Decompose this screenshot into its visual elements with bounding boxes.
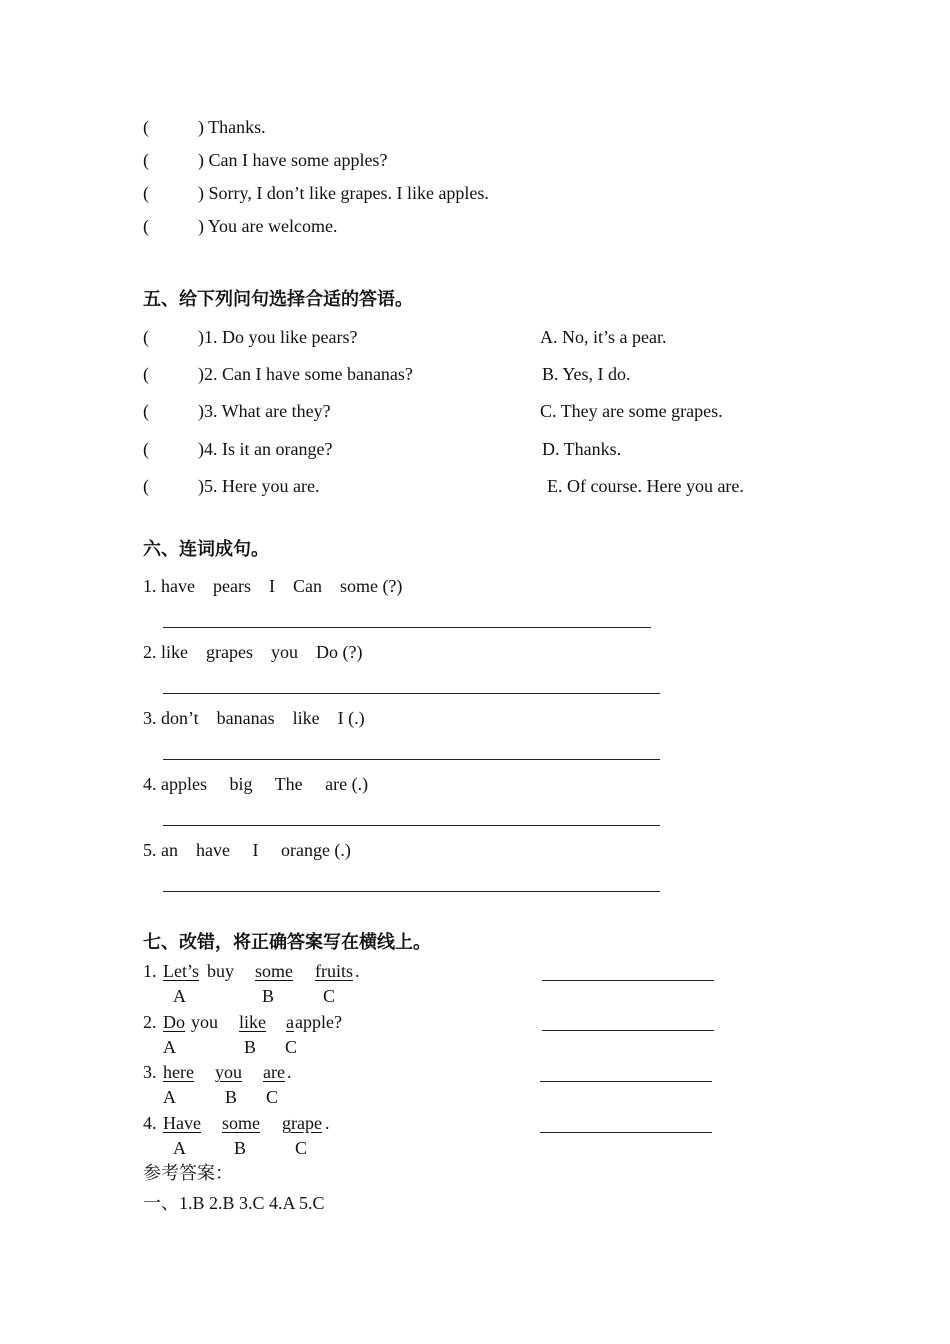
answer-paren: (	[143, 439, 149, 459]
dialogue-line: ) Sorry, I don’t like grapes. I like apples.	[198, 183, 489, 203]
underlined-word-b: you	[215, 1062, 242, 1082]
correction-blank[interactable]	[542, 1030, 714, 1031]
correction-blank[interactable]	[540, 1132, 712, 1133]
dialogue-line: ) You are welcome.	[198, 216, 338, 236]
punctuation: .	[325, 1113, 330, 1133]
answer-option: A. No, it’s a pear.	[540, 327, 667, 347]
underlined-word-c: fruits	[315, 961, 353, 981]
answer-blank[interactable]	[163, 825, 660, 826]
option-label: B	[244, 1037, 257, 1057]
option-label: C	[285, 1037, 298, 1057]
answer-paren: (	[143, 117, 149, 137]
answer-blank[interactable]	[163, 759, 660, 760]
option-label: A	[173, 986, 186, 1006]
item-number: 1.	[143, 961, 157, 981]
answer-option: D. Thanks.	[542, 439, 622, 459]
question: )5. Here you are.	[198, 476, 320, 496]
option-label: C	[295, 1138, 308, 1158]
underlined-word-a: Do	[163, 1012, 185, 1032]
section-5-title: 五、给下列问句选择合适的答语。	[143, 289, 413, 310]
punctuation: .	[355, 961, 360, 981]
option-label: B	[225, 1087, 238, 1107]
option-label: C	[266, 1087, 279, 1107]
option-label: A	[163, 1037, 176, 1057]
answer-blank[interactable]	[163, 693, 660, 694]
answer-option: E. Of course. Here you are.	[547, 476, 744, 496]
answer-blank[interactable]	[163, 891, 660, 892]
correction-blank[interactable]	[542, 980, 714, 981]
underlined-word-b: like	[239, 1012, 266, 1032]
punctuation: apple?	[295, 1012, 342, 1032]
answer-blank[interactable]	[163, 627, 651, 628]
answer-paren: (	[143, 401, 149, 421]
word-list: 1. have pears I Can some (?)	[143, 576, 403, 596]
answer-paren: (	[143, 216, 149, 236]
answer-option: C. They are some grapes.	[540, 401, 723, 421]
underlined-word-a: here	[163, 1062, 194, 1082]
underlined-word-c: are	[263, 1062, 285, 1082]
answer-option: B. Yes, I do.	[542, 364, 631, 384]
answer-paren: (	[143, 476, 149, 496]
item-number: 4.	[143, 1113, 157, 1133]
question: )3. What are they?	[198, 401, 331, 421]
underlined-word-c: a	[286, 1012, 294, 1032]
question: )1. Do you like pears?	[198, 327, 358, 347]
section-7-title: 七、改错，将正确答案写在横线上。	[143, 932, 431, 953]
option-label: B	[262, 986, 275, 1006]
dialogue-line: ) Can I have some apples?	[198, 150, 388, 170]
underlined-word-a: Have	[163, 1113, 201, 1133]
answer-paren: (	[143, 364, 149, 384]
option-label: B	[234, 1138, 247, 1158]
question: )2. Can I have some bananas?	[198, 364, 413, 384]
answer-paren: (	[143, 327, 149, 347]
underlined-word-c: grape	[282, 1113, 322, 1133]
answer-paren: (	[143, 183, 149, 203]
question: )4. Is it an orange?	[198, 439, 333, 459]
punctuation: .	[287, 1062, 292, 1082]
answer-paren: (	[143, 150, 149, 170]
answer-key-label: 参考答案：	[143, 1163, 233, 1184]
option-label: C	[323, 986, 336, 1006]
plain-word: buy	[207, 961, 234, 981]
dialogue-line: ) Thanks.	[198, 117, 266, 137]
underlined-word-b: some	[255, 961, 293, 981]
word-list: 3. don’t bananas like I (.)	[143, 708, 365, 728]
item-number: 3.	[143, 1062, 157, 1082]
item-number: 2.	[143, 1012, 157, 1032]
option-label: A	[173, 1138, 186, 1158]
underlined-word-b: some	[222, 1113, 260, 1133]
underlined-word-a: Let’s	[163, 961, 199, 981]
word-list: 5. an have I orange (.)	[143, 840, 351, 860]
word-list: 4. apples big The are (.)	[143, 774, 369, 794]
word-list: 2. like grapes you Do (?)	[143, 642, 363, 662]
plain-word: you	[191, 1012, 218, 1032]
answer-key-line: 一、1.B 2.B 3.C 4.A 5.C	[143, 1193, 325, 1213]
option-label: A	[163, 1087, 176, 1107]
section-6-title: 六、连词成句。	[143, 539, 269, 560]
correction-blank[interactable]	[540, 1081, 712, 1082]
